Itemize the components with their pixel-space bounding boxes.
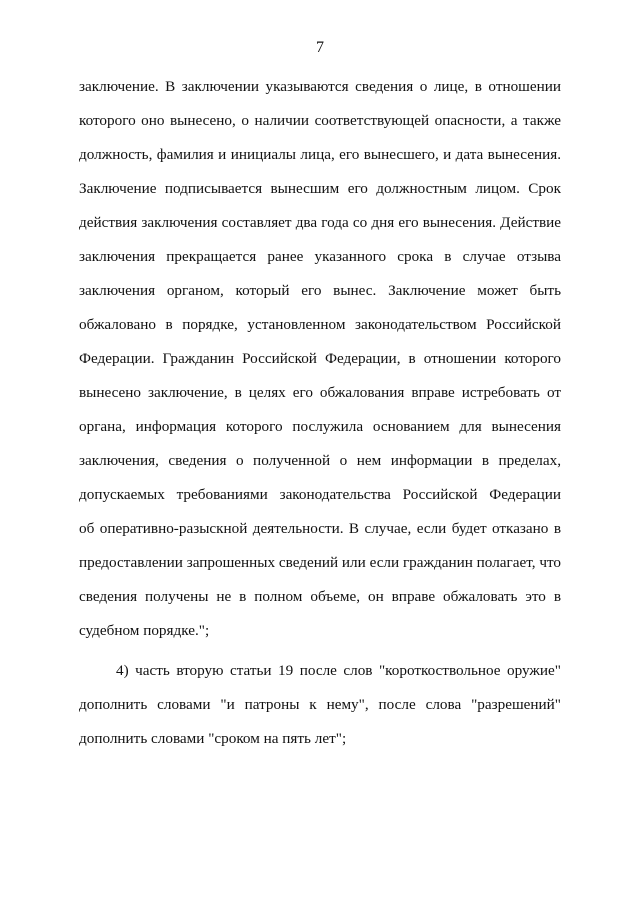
paragraph-item-4 (79, 660, 561, 762)
text-line: предоставлении запрошенных сведений или если гражданин полагает, что (79, 554, 561, 571)
text-line: 4) часть вторую статьи 19 после слов "короткоствольное оружие" (116, 662, 561, 679)
page-number: 7 (316, 39, 324, 56)
text-line: вынесено заключение, в целях его обжалования вправе истребовать от (79, 384, 561, 401)
text-line: заключения органом, который его вынес. Заключение может быть (79, 282, 561, 299)
text-line: допускаемых требованиями законодательства Российской Федерации (79, 486, 561, 503)
text-line: Федерации. Гражданин Российской Федерации, в отношении которого (79, 350, 561, 367)
text-line: сведения получены не в полном объеме, он вправе обжаловать это в (79, 588, 561, 605)
text-line: дополнить словами "сроком на пять лет"; (79, 730, 347, 747)
document-body (79, 76, 561, 762)
text-line: об оперативно-разыскной деятельности. В случае, если будет отказано в (79, 520, 561, 537)
text-line: обжаловано в порядке, установленном законодательством Российской (79, 316, 561, 333)
text-line: судебном порядке."; (79, 622, 210, 639)
text-line: действия заключения составляет два года со дня его вынесения. Действие (79, 214, 561, 231)
text-line: которого оно вынесено, о наличии соответствующей опасности, а также (79, 112, 561, 129)
text-line: должность, фамилия и инициалы лица, его вынесшего, и дата вынесения. (79, 146, 561, 163)
text-line: заключение. В заключении указываются сведения о лице, в отношении (79, 78, 561, 95)
text-line: Заключение подписывается вынесшим его должностным лицом. Срок (79, 180, 561, 197)
paragraph-continuation (79, 76, 561, 654)
text-line: заключения, сведения о полученной о нем информации в пределах, (79, 452, 561, 469)
text-line: органа, информация которого послужила основанием для вынесения (79, 418, 561, 435)
text-line: дополнить словами "и патроны к нему", после слова "разрешений" (79, 696, 561, 713)
text-line: заключения прекращается ранее указанного срока в случае отзыва (79, 248, 561, 265)
